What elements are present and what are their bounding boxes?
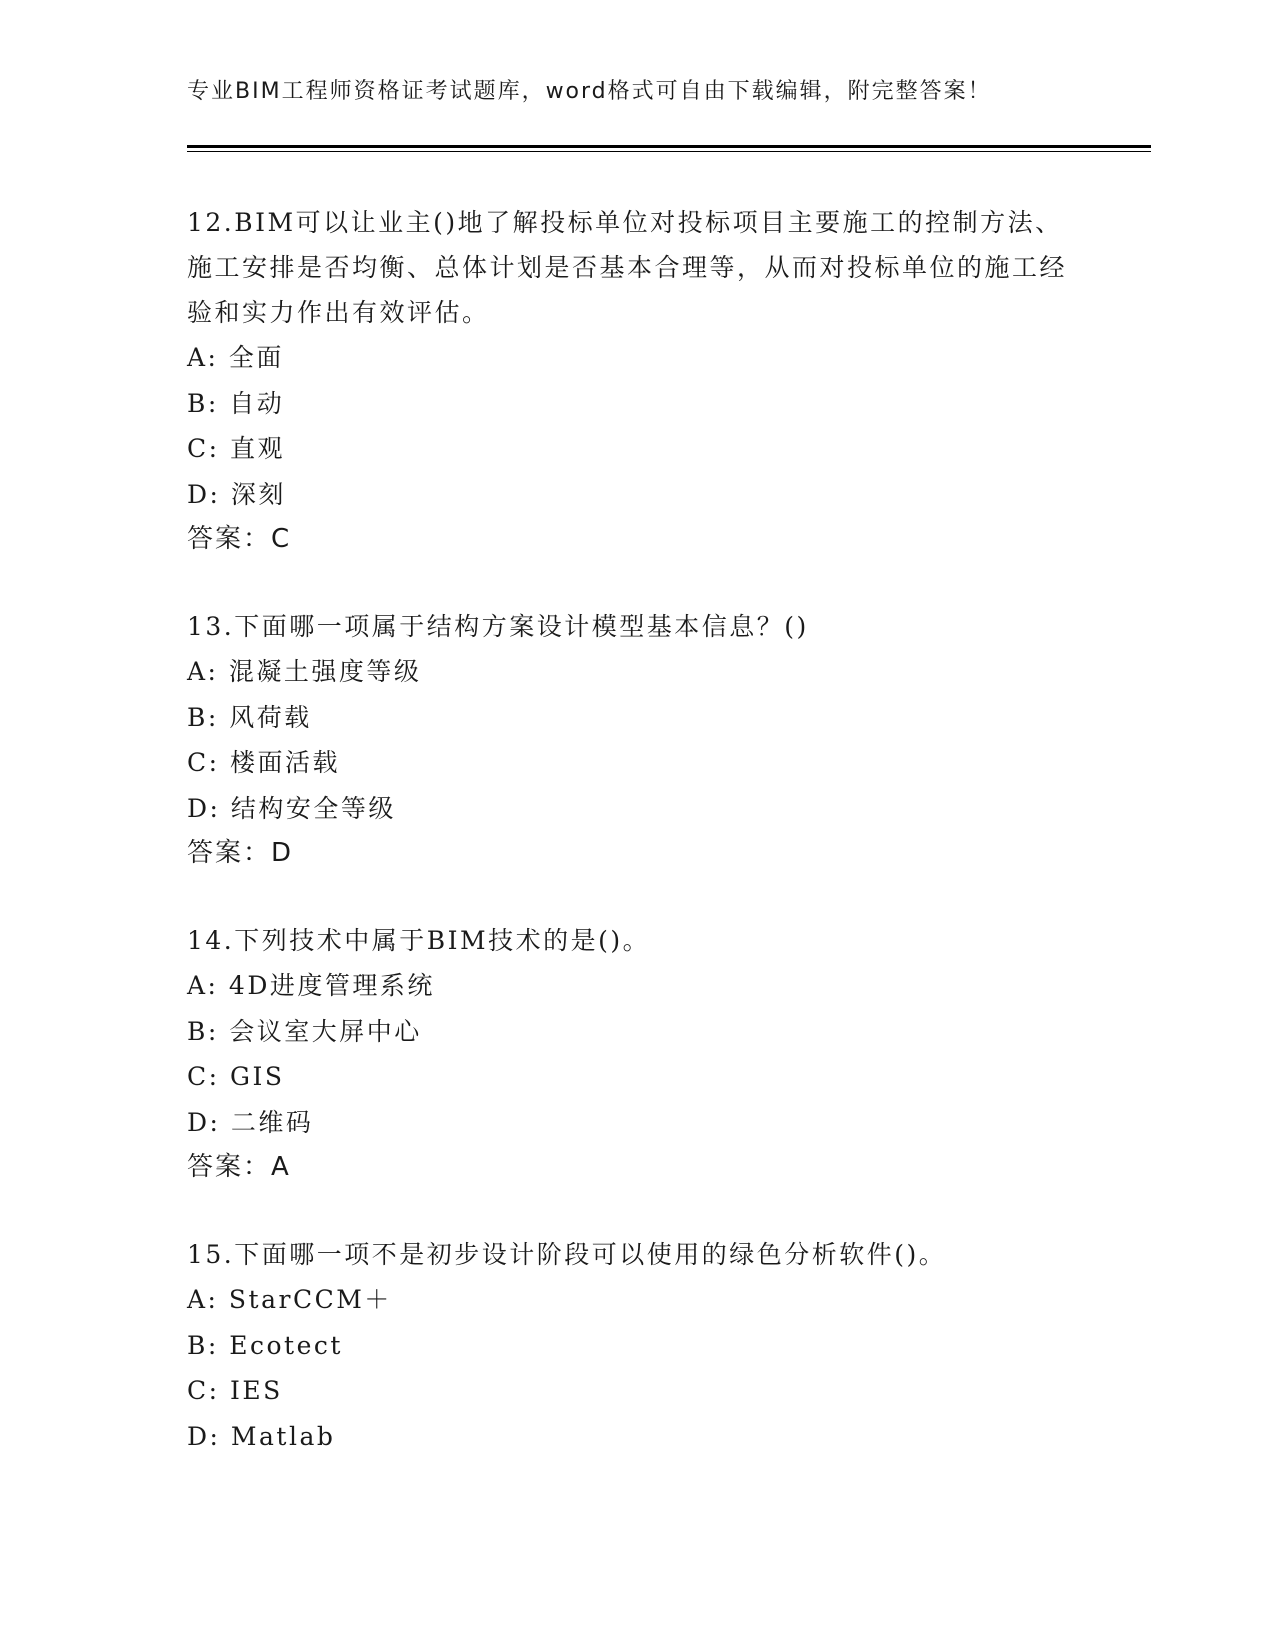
answer: 答案：C (187, 524, 292, 554)
option-d: D: 二维码 (187, 1107, 314, 1137)
question-13 (187, 604, 1087, 876)
question-stem: 12.BIM可以让业主()地了解投标单位对投标项目主要施工的控制方法、施工安排是否均衡、总体计划是否基本合理等，从而对投标单位的施工经验和实力作出有效评估。 (187, 208, 1068, 327)
question-15 (187, 1232, 1087, 1459)
option-a: A: 4D进度管理系统 (187, 971, 435, 1000)
page-header: 专业BIM工程师资格证考试题库，word格式可自由下载编辑，附完整答案！ (187, 79, 992, 104)
option-c: C: IES (187, 1376, 283, 1405)
question-stem: 14.下列技术中属于BIM技术的是()。 (187, 926, 651, 955)
option-b: B: 风荷载 (187, 702, 312, 732)
option-b: B: Ecotect (187, 1330, 343, 1360)
option-a: A: StarCCM＋ (187, 1285, 392, 1314)
header-rule-thick (187, 145, 1151, 148)
question-stem: 15.下面哪一项不是初步设计阶段可以使用的绿色分析软件()。 (187, 1240, 947, 1269)
question-list (187, 200, 1087, 1501)
option-c: C: 直观 (187, 434, 285, 463)
question-12 (187, 200, 1087, 562)
option-d: D: 结构安全等级 (187, 793, 396, 823)
option-b: B: 会议室大屏中心 (187, 1016, 422, 1046)
option-a: A: 混凝土强度等级 (187, 657, 422, 686)
option-c: C: GIS (187, 1062, 285, 1091)
option-c: C: 楼面活载 (187, 748, 340, 777)
question-14 (187, 918, 1087, 1190)
option-b: B: 自动 (187, 388, 285, 418)
option-d: D: 深刻 (187, 479, 286, 509)
option-d: D: Matlab (187, 1421, 336, 1451)
answer: 答案：A (187, 1152, 291, 1182)
option-a: A: 全面 (187, 343, 284, 372)
question-stem: 13.下面哪一项属于结构方案设计模型基本信息？() (187, 612, 809, 641)
header-rule-thin (187, 151, 1151, 152)
answer: 答案：D (187, 838, 294, 868)
